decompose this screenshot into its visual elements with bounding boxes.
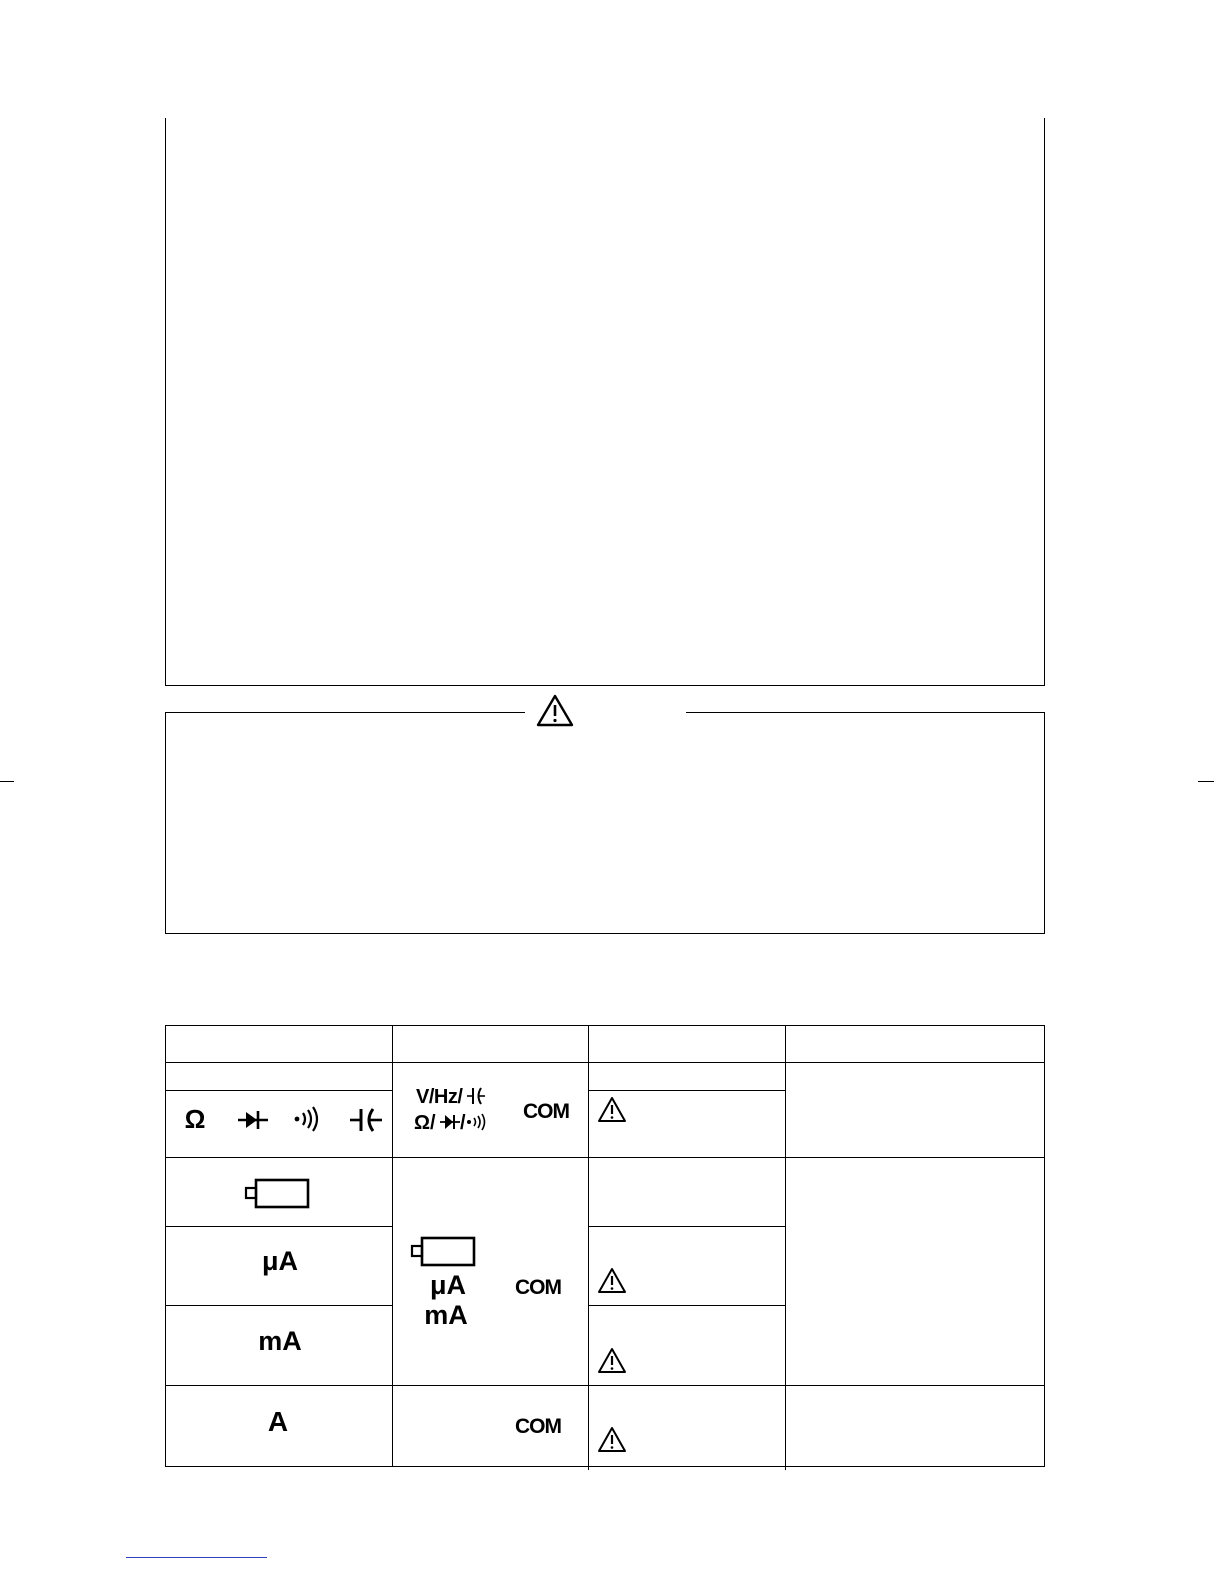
jack-v-hz-cap-label: V/Hz/	[416, 1086, 496, 1110]
capacitor-icon	[350, 1106, 382, 1134]
battery-function-icon	[244, 1178, 310, 1210]
caution-warning-icon	[536, 694, 574, 728]
microamp-jack-label: μA	[429, 1270, 467, 1300]
com-jack-label-3: COM	[515, 1415, 561, 1438]
crop-mark-right	[1198, 781, 1214, 782]
diode-icon	[238, 1108, 268, 1132]
com-jack-label-2: COM	[515, 1276, 561, 1299]
row1-warning-icon	[597, 1096, 627, 1124]
row4-warning-icon	[597, 1347, 627, 1375]
battery-jack-icon	[410, 1236, 476, 1268]
footer-rule	[126, 1557, 267, 1558]
continuity-icon	[292, 1106, 320, 1132]
microamp-function-label: μA	[261, 1246, 299, 1276]
jack-ohm-diode-continuity-label: Ω/ /	[414, 1112, 504, 1136]
crop-mark-left	[0, 781, 14, 782]
ohm-symbol: Ω	[184, 1104, 206, 1134]
row5-warning-icon	[597, 1426, 627, 1454]
milliamp-function-label: mA	[258, 1326, 302, 1356]
row3-warning-icon	[597, 1267, 627, 1295]
com-jack-label: COM	[523, 1100, 569, 1123]
milliamp-jack-label: mA	[424, 1300, 468, 1330]
amp-function-label: A	[267, 1406, 289, 1437]
